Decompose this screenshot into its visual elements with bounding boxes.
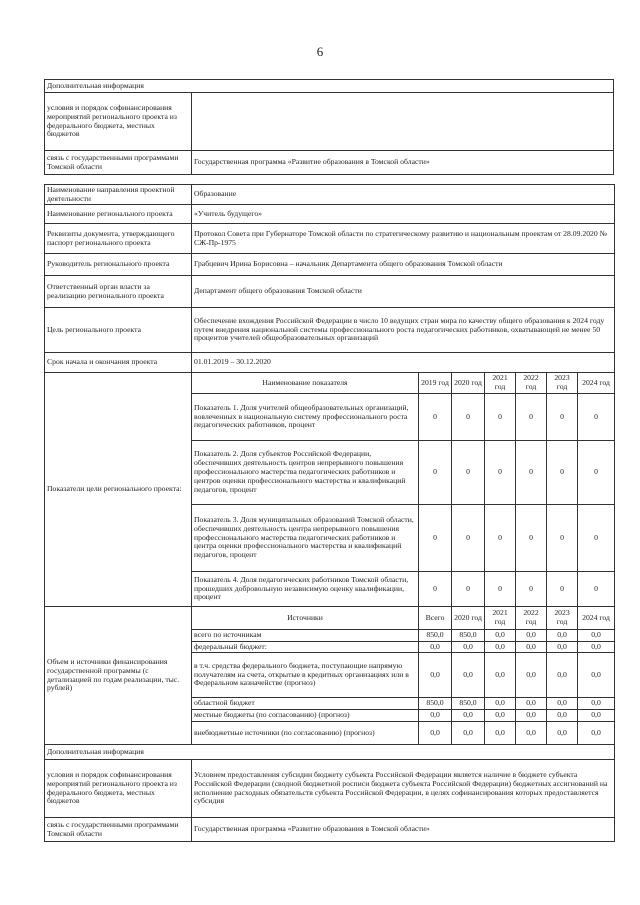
funding-value: 0,0 [516, 710, 547, 722]
additional-info-table-1 [44, 79, 614, 175]
row-label: условия и порядок софинансирования мероприятий регионального проекта из федерального бюджета, местных бюджетов [45, 760, 192, 818]
row-label: связь с государственными программами Томской области [45, 818, 192, 842]
page-number: 6 [316, 44, 324, 59]
funding-value: 0,0 [578, 722, 615, 745]
year-header: 2021 год [485, 373, 516, 394]
project-passport-table [44, 184, 615, 842]
funding-value: 0,0 [516, 698, 547, 710]
row-value [192, 93, 614, 151]
row-value: Государственная программа «Развитие образования в Томской области» [192, 818, 615, 842]
funding-value: 0,0 [419, 722, 452, 745]
funding-value: 0,0 [516, 630, 547, 642]
source-header: Источники [192, 607, 419, 630]
row-value: «Учитель будущего» [192, 205, 615, 224]
year-header: 2024 год [578, 607, 615, 630]
row-label: Цель регионального проекта [45, 308, 192, 353]
indicator-value: 0 [419, 441, 452, 505]
funding-value: 0,0 [516, 722, 547, 745]
year-header: 2023 год [547, 607, 578, 630]
indicator-name-header: Наименование показателя [192, 373, 419, 394]
indicator-value: 0 [452, 394, 485, 441]
funding-value: 850,0 [419, 630, 452, 642]
indicator-value: 0 [485, 394, 516, 441]
section-header: Дополнительная информация [45, 80, 614, 93]
indicator-name: Показатель 4. Доля педагогических работников Томской области, прошедших добровольную независимую оценку квалификации, процент [192, 572, 419, 607]
funding-value: 0,0 [547, 653, 578, 698]
year-header: 2023 год [547, 373, 578, 394]
indicator-value: 0 [516, 441, 547, 505]
row-label: условия и порядок софинансирования мероприятий регионального проекта из федерального бюджета, местных бюджетов [45, 93, 192, 151]
funding-value: 0,0 [452, 653, 485, 698]
row-value: Протокол Совета при Губернаторе Томской области по стратегическому развитию и национальным проектам от 28.09.2020 № СЖ-Пр-1975 [192, 224, 615, 254]
funding-value: 0,0 [578, 642, 615, 653]
indicator-value: 0 [485, 572, 516, 607]
funding-value: 0,0 [547, 698, 578, 710]
indicator-value: 0 [578, 572, 615, 607]
source-name: местные бюджеты (по согласованию) (прогноз) [192, 710, 419, 722]
indicator-name: Показатель 3. Доля муниципальных образований Томской области, обеспечивших деятельность центра непрерывного повышения профессионального мастерства педагогических работников и центра оценки профессионального мастерства и квалификаций педагогов, процент [192, 505, 419, 572]
indicator-value: 0 [516, 505, 547, 572]
funding-value: 850,0 [419, 698, 452, 710]
funding-value: 850,0 [452, 630, 485, 642]
indicator-value: 0 [485, 505, 516, 572]
indicator-value: 0 [419, 394, 452, 441]
funding-value: 0,0 [547, 722, 578, 745]
funding-value: 0,0 [547, 710, 578, 722]
indicator-value: 0 [547, 441, 578, 505]
funding-value: 0,0 [578, 698, 615, 710]
indicator-name: Показатель 2. Доля субъектов Российской Федерации, обеспечивших деятельность центров непрерывного повышения профессионального мастерства педагогических работников и центров оценки профессионального мастерства и квалификаций педагогов, процент [192, 441, 419, 505]
row-value: Государственная программа «Развитие образования в Томской области» [192, 151, 614, 175]
funding-value: 0,0 [516, 642, 547, 653]
indicator-value: 0 [547, 505, 578, 572]
indicator-value: 0 [452, 505, 485, 572]
funding-value: 0,0 [419, 642, 452, 653]
indicator-value: 0 [516, 572, 547, 607]
source-name: внебюджетные источники (по согласованию) (прогноз) [192, 722, 419, 745]
indicator-value: 0 [419, 572, 452, 607]
funding-value: 0,0 [419, 653, 452, 698]
row-label: связь с государственными программами Томской области [45, 151, 192, 175]
row-label: Наименование регионального проекта [45, 205, 192, 224]
row-label: Реквизиты документа, утверждающего паспорт регионального проекта [45, 224, 192, 254]
row-label: Наименование направления проектной деятельности [45, 185, 192, 205]
funding-value: 0,0 [485, 642, 516, 653]
year-header: 2021 год [485, 607, 516, 630]
year-header: 2020 год [452, 373, 485, 394]
funding-value: 0,0 [452, 722, 485, 745]
funding-label: Объем и источники финансирования государственной программы (с детализацией по годам реализации, тыс. рублей) [45, 607, 192, 745]
total-header: Всего [419, 607, 452, 630]
funding-value: 0,0 [485, 698, 516, 710]
row-label: Срок начала и окончания проекта [45, 353, 192, 373]
indicator-value: 0 [516, 394, 547, 441]
indicator-value: 0 [452, 441, 485, 505]
funding-value: 0,0 [485, 710, 516, 722]
year-header: 2020 год [452, 607, 485, 630]
section-header: Дополнительная информация [45, 745, 615, 760]
funding-value: 0,0 [578, 710, 615, 722]
row-value: Департамент общего образования Томской области [192, 276, 615, 308]
funding-value: 0,0 [547, 630, 578, 642]
row-value: Образование [192, 185, 615, 205]
source-name: всего по источникам [192, 630, 419, 642]
indicator-value: 0 [485, 441, 516, 505]
indicator-value: 0 [547, 394, 578, 441]
funding-value: 850,0 [452, 698, 485, 710]
row-value: 01.01.2019 – 30.12.2020 [192, 353, 615, 373]
funding-value: 0,0 [452, 642, 485, 653]
indicator-value: 0 [547, 572, 578, 607]
row-label: Ответственный орган власти за реализацию регионального проекта [45, 276, 192, 308]
indicator-value: 0 [419, 505, 452, 572]
row-value: Грабцевич Ирина Борисовна – начальник Департамента общего образования Томской области [192, 254, 615, 276]
source-name: в т.ч. средства федерального бюджета, поступающие напрямую получателям на счета, открытые в кредитных организациях или в Федеральном казначействе (прогноз) [192, 653, 419, 698]
funding-value: 0,0 [485, 630, 516, 642]
year-header: 2022 год [516, 607, 547, 630]
indicators-label: Показатели цели регионального проекта: [45, 373, 192, 607]
indicator-value: 0 [578, 441, 615, 505]
funding-value: 0,0 [419, 710, 452, 722]
row-value: Условием предоставления субсидии бюджету субъекта Российской Федерации является наличие в бюджете субъекта Российской Федерации (сводной бюджетной росписи бюджета субъекта Российской Федерации) бюджетных ассигнований на исполнение расходных обязательств субъекта Российской Федерации, в целях софинансирования которых предоставляется субсидия [192, 760, 615, 818]
funding-value: 0,0 [452, 710, 485, 722]
row-value: Обеспечение вхождения Российской Федерации в число 10 ведущих стран мира по качеству общего образования к 2024 году путем внедрения национальной системы профессионального роста педагогических работников, охватывающей не менее 50 процентов учителей общеобразовательных организаций [192, 308, 615, 353]
funding-value: 0,0 [547, 642, 578, 653]
funding-value: 0,0 [578, 630, 615, 642]
funding-value: 0,0 [516, 653, 547, 698]
indicator-value: 0 [452, 572, 485, 607]
row-label: Руководитель регионального проекта [45, 254, 192, 276]
year-header: 2024 год [578, 373, 615, 394]
funding-value: 0,0 [485, 722, 516, 745]
indicator-value: 0 [578, 505, 615, 572]
funding-value: 0,0 [485, 653, 516, 698]
indicator-name: Показатель 1. Доля учителей общеобразовательных организаций, вовлеченных в национальную систему профессионального роста педагогических работников, процент [192, 394, 419, 441]
source-name: федеральный бюджет: [192, 642, 419, 653]
indicator-value: 0 [578, 394, 615, 441]
source-name: областной бюджет [192, 698, 419, 710]
funding-value: 0,0 [578, 653, 615, 698]
year-header: 2022 год [516, 373, 547, 394]
year-header: 2019 год [419, 373, 452, 394]
